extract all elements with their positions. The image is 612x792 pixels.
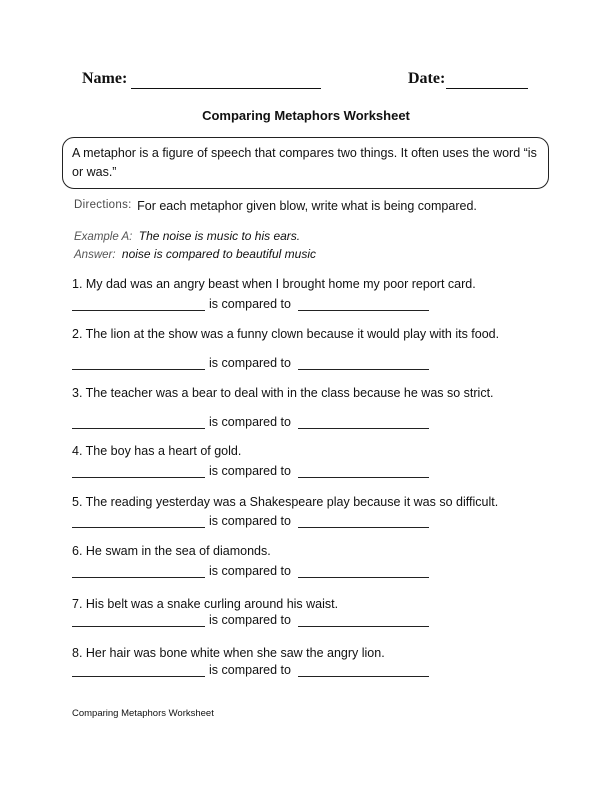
compared-label: is compared to: [209, 297, 291, 311]
compared-label: is compared to: [209, 663, 291, 677]
footer: Comparing Metaphors Worksheet: [72, 708, 214, 719]
answer-text: noise is compared to beautiful music: [121, 247, 316, 261]
answer-blank-left[interactable]: [72, 369, 205, 370]
compared-label: is compared to: [209, 564, 291, 578]
question-8: 8. Her hair was bone white when she saw the angry lion.: [72, 646, 385, 660]
header: [0, 70, 612, 94]
answer-blank-left[interactable]: [72, 626, 205, 627]
answer-blank-right[interactable]: [298, 676, 429, 677]
example-label: Example A:: [74, 231, 133, 243]
answer-blank-left[interactable]: [72, 676, 205, 677]
question-2: 2. The lion at the show was a funny clown because it would play with its food.: [72, 327, 500, 341]
directions: [74, 199, 477, 213]
answer-blank-left[interactable]: [72, 477, 205, 478]
example-text: The noise is music to his ears.: [138, 229, 301, 243]
answer-row-3: [72, 415, 432, 431]
directions-text: For each metaphor given blow, write what is being compared.: [137, 199, 477, 213]
question-6: 6. He swam in the sea of diamonds.: [72, 544, 271, 558]
question-1: 1. My dad was an angry beast when I brought home my poor report card.: [72, 277, 476, 291]
answer-row-4: [72, 464, 432, 480]
answer-row-7: [72, 613, 432, 629]
question-4: 4. The boy has a heart of gold.: [72, 444, 242, 458]
date-label: Date:: [408, 70, 446, 87]
question-7: 7. His belt was a snake curling around his waist.: [72, 597, 339, 611]
answer-blank-right[interactable]: [298, 527, 429, 528]
page-title: Comparing Metaphors Worksheet: [202, 108, 410, 123]
name-label: Name:: [82, 70, 128, 87]
compared-label: is compared to: [209, 356, 291, 370]
answer-blank-right[interactable]: [298, 477, 429, 478]
answer-blank-right[interactable]: [298, 310, 429, 311]
name-blank[interactable]: [131, 88, 321, 89]
answer-blank-left[interactable]: [72, 527, 205, 528]
date-blank[interactable]: [446, 88, 528, 89]
question-5: 5. The reading yesterday was a Shakespeare play because it was so difficult.: [72, 495, 499, 509]
answer-blank-left[interactable]: [72, 310, 205, 311]
example-answer: [74, 247, 316, 261]
example: [74, 229, 300, 243]
answer-row-5: [72, 514, 432, 530]
answer-blank-right[interactable]: [298, 577, 429, 578]
answer-label: Answer:: [74, 249, 116, 261]
answer-row-2: [72, 356, 432, 372]
answer-blank-left[interactable]: [72, 577, 205, 578]
compared-label: is compared to: [209, 613, 291, 627]
answer-row-8: [72, 663, 432, 679]
answer-blank-right[interactable]: [298, 369, 429, 370]
answer-blank-left[interactable]: [72, 428, 205, 429]
directions-label: Directions:: [74, 199, 132, 211]
answer-blank-right[interactable]: [298, 626, 429, 627]
definition-box: A metaphor is a figure of speech that compares two things. It often uses the word “is or was.”: [62, 137, 549, 189]
compared-label: is compared to: [209, 415, 291, 429]
answer-blank-right[interactable]: [298, 428, 429, 429]
compared-label: is compared to: [209, 514, 291, 528]
answer-row-1: [72, 297, 432, 313]
answer-row-6: [72, 564, 432, 580]
compared-label: is compared to: [209, 464, 291, 478]
question-3: 3. The teacher was a bear to deal with in the class because he was so strict.: [72, 386, 494, 400]
